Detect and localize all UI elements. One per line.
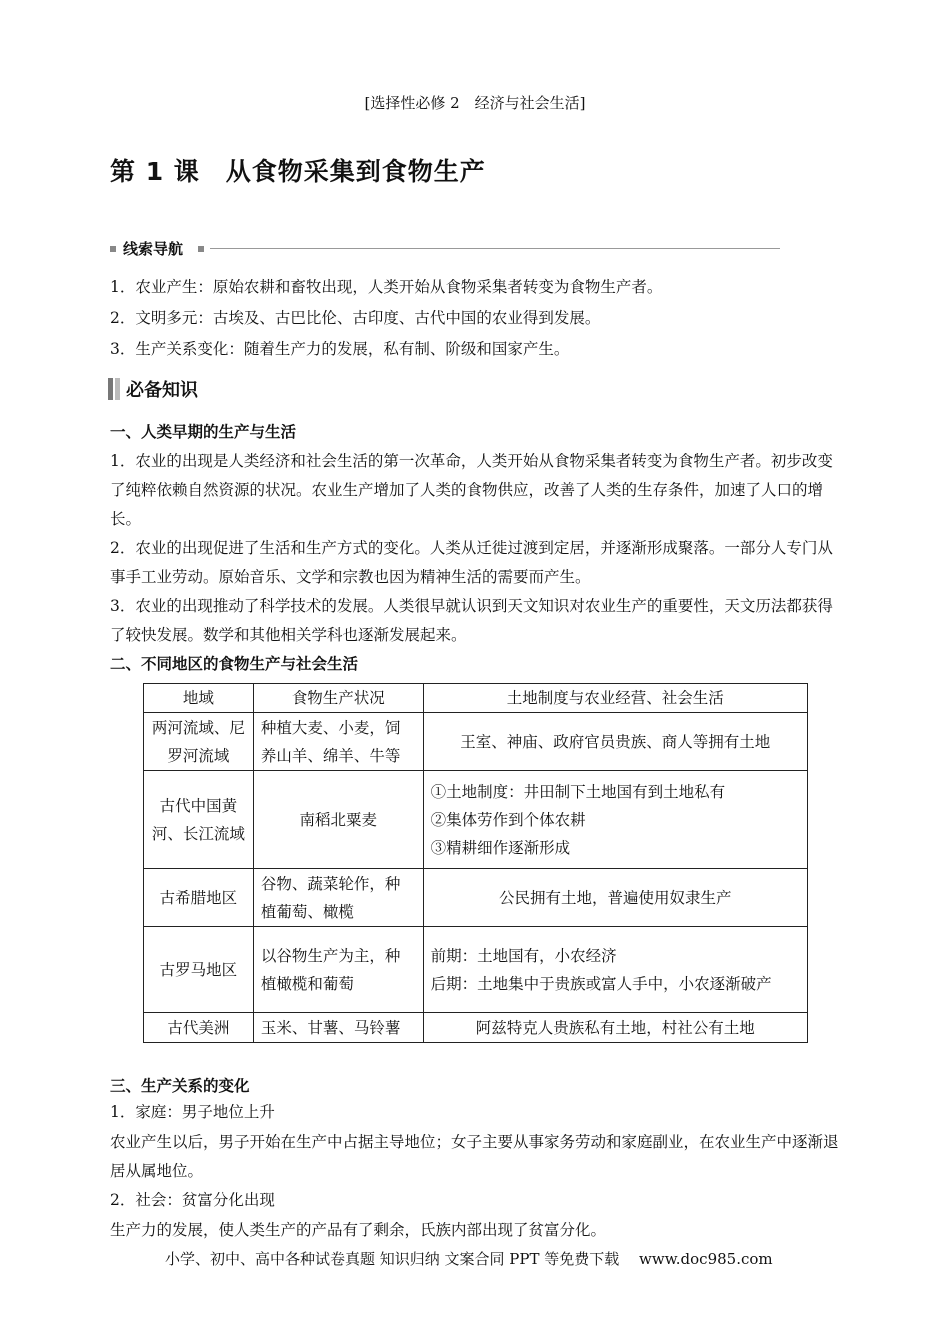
food-cell: 南稻北粟麦 — [253, 771, 423, 869]
system-cell — [423, 771, 807, 869]
square-bullet-icon — [198, 246, 204, 252]
region-cell: 古罗马地区 — [144, 927, 254, 1013]
food-cell: 谷物、蔬菜轮作，种植葡萄、橄榄 — [253, 869, 423, 927]
system-cell — [423, 927, 807, 1013]
system-line: ②集体劳作到个体农耕 — [430, 810, 586, 829]
essential-knowledge-label: 必备知识 — [126, 380, 198, 401]
footer-download-note: 小学、初中、高中各种试卷真题 知识归纳 文案合同 PPT 等免费下载 www.doc985.com — [165, 1250, 773, 1268]
nav-item: 3．生产关系变化：随着生产力的发展，私有制、阶级和国家产生。 — [110, 340, 570, 358]
clue-navigation-label: 线索导航 — [123, 240, 184, 258]
food-cell: 种植大麦、小麦，饲养山羊、绵羊、牛等 — [253, 713, 423, 771]
system-line: 后期：土地集中于贵族或富人手中，小农逐渐破产 — [430, 974, 772, 993]
series-header: [选择性必修 2 经济与社会生活] — [364, 94, 586, 112]
food-cell: 玉米、甘薯、马铃薯 — [253, 1013, 423, 1043]
section-1-paragraph: 3．农业的出现推动了科学技术的发展。人类很早就认识到天文知识对农业生产的重要性，天文历法都获得了较快发展。数学和其他相关学科也逐渐发展起来。 — [110, 597, 833, 644]
system-line: ①土地制度：井田制下土地国有到土地私有 — [430, 782, 726, 801]
system-cell — [423, 1013, 807, 1043]
region-cell: 古代美洲 — [144, 1013, 254, 1043]
food-cell: 以谷物生产为主，种植橄榄和葡萄 — [253, 927, 423, 1013]
system-cell — [423, 869, 807, 927]
system-line: 王室、神庙、政府官员贵族、商人等拥有土地 — [460, 732, 771, 751]
lesson-title: 第 1 课 从食物采集到食物生产 — [110, 157, 486, 186]
regional-food-production-table — [143, 683, 808, 1043]
column-header: 食物生产状况 — [253, 684, 423, 713]
column-header: 地域 — [144, 684, 254, 713]
table-row — [144, 927, 808, 1013]
table-row — [144, 869, 808, 927]
section-3-item-heading: 2．社会：贫富分化出现 — [110, 1191, 275, 1209]
section-1-paragraph: 1．农业的出现是人类经济和社会生活的第一次革命，人类开始从食物采集者转变为食物生产者。初步改变了纯粹依赖自然资源的状况。农业生产增加了人类的食物供应，改善了人类的生存条件，加速了人口的增长。 — [110, 452, 833, 528]
nav-item: 2．文明多元：古埃及、古巴比伦、古印度、古代中国的农业得到发展。 — [110, 309, 601, 327]
system-cell — [423, 713, 807, 771]
section-1-paragraph: 2．农业的出现促进了生活和生产方式的变化。人类从迁徙过渡到定居，并逐渐形成聚落。一部分人专门从事手工业劳动。原始音乐、文学和宗教也因为精神生活的需要而产生。 — [110, 539, 833, 586]
table-row — [144, 771, 808, 869]
system-line: 阿兹特克人贵族私有土地，村社公有土地 — [475, 1018, 755, 1037]
column-header: 土地制度与农业经营、社会生活 — [423, 684, 807, 713]
heading-rule — [210, 248, 780, 249]
section-3-item-heading: 1．家庭：男子地位上升 — [110, 1103, 275, 1121]
table-header-row — [144, 684, 808, 713]
system-line: ③精耕细作逐渐形成 — [430, 838, 571, 857]
system-line: 前期：土地国有，小农经济 — [430, 946, 617, 965]
clue-navigation-heading — [110, 238, 780, 260]
section-2-title: 二、不同地区的食物生产与社会生活 — [110, 655, 359, 673]
region-cell: 古希腊地区 — [144, 869, 254, 927]
section-3-title: 三、生产关系的变化 — [110, 1077, 250, 1095]
system-line: 公民拥有土地，普遍使用奴隶生产 — [499, 888, 732, 907]
section-3-item-body: 农业产生以后，男子开始在生产中占据主导地位；女子主要从事家务劳动和家庭副业，在农业生产中逐渐退居从属地位。 — [110, 1133, 839, 1180]
table-row — [144, 713, 808, 771]
square-bullet-icon — [110, 246, 116, 252]
nav-item: 1．农业产生：原始农耕和畜牧出现，人类开始从食物采集者转变为食物生产者。 — [110, 278, 663, 296]
section-1-title: 一、人类早期的生产与生活 — [110, 423, 297, 441]
heading-bar-icon — [115, 378, 120, 400]
heading-bar-icon — [108, 378, 113, 400]
region-cell: 古代中国黄河、长江流域 — [144, 771, 254, 869]
table-row — [144, 1013, 808, 1043]
region-cell: 两河流域、尼罗河流域 — [144, 713, 254, 771]
section-3-item-body: 生产力的发展，使人类生产的产品有了剩余，氏族内部出现了贫富分化。 — [110, 1221, 607, 1239]
